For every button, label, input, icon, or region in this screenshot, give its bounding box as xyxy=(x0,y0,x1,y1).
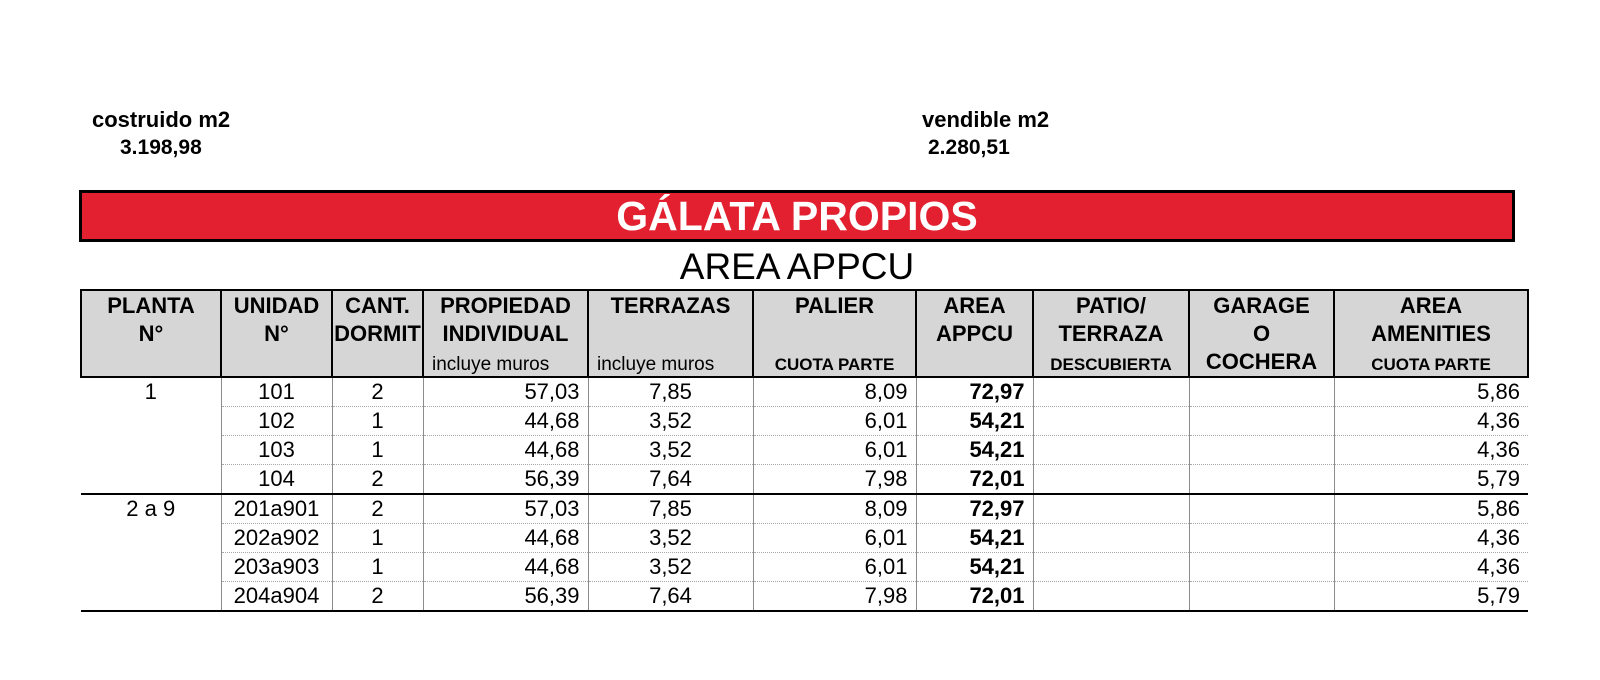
header-terrazas-note: incluye muros xyxy=(597,354,715,375)
cell-propiedad: 44,68 xyxy=(423,436,588,465)
cell-propiedad: 44,68 xyxy=(423,553,588,582)
cell-terrazas: 7,64 xyxy=(588,465,753,495)
cell-propiedad: 56,39 xyxy=(423,465,588,495)
cell-unidad: 203a903 xyxy=(221,553,332,582)
header-appcu xyxy=(916,290,1033,377)
header-propiedad-note: incluye muros xyxy=(432,354,550,375)
header-terrazas xyxy=(588,290,753,377)
cell-palier: 7,98 xyxy=(753,582,916,612)
cell-palier: 6,01 xyxy=(753,553,916,582)
header-appcu-label: AREA APPCU xyxy=(935,293,1013,346)
cell-dormit: 1 xyxy=(332,553,423,582)
cell-amenities: 4,36 xyxy=(1334,524,1528,553)
cell-terrazas: 3,52 xyxy=(588,436,753,465)
table-row xyxy=(81,407,1528,436)
header-patio xyxy=(1033,290,1189,377)
cell-terrazas: 3,52 xyxy=(588,553,753,582)
cell-terrazas: 7,85 xyxy=(588,494,753,524)
cell-terrazas: 7,64 xyxy=(588,582,753,612)
cell-appcu: 54,21 xyxy=(916,553,1033,582)
cell-dormit: 2 xyxy=(332,377,423,407)
header-palier-note: CUOTA PARTE xyxy=(774,355,895,374)
cell-garage xyxy=(1189,582,1334,612)
cell-appcu: 54,21 xyxy=(916,436,1033,465)
cell-dormit: 2 xyxy=(332,494,423,524)
cell-dormit: 2 xyxy=(332,582,423,612)
built-area-value: 3.198,98 xyxy=(120,136,202,159)
header-planta xyxy=(81,290,221,377)
cell-palier: 6,01 xyxy=(753,436,916,465)
cell-palier: 8,09 xyxy=(753,494,916,524)
header-garage-label: GARAGE O COCHERA xyxy=(1205,293,1318,374)
header-palier xyxy=(753,290,916,377)
cell-patio xyxy=(1033,494,1189,524)
cell-patio xyxy=(1033,377,1189,407)
cell-appcu: 54,21 xyxy=(916,407,1033,436)
cell-dormit: 2 xyxy=(332,465,423,495)
cell-garage xyxy=(1189,407,1334,436)
cell-amenities: 5,86 xyxy=(1334,494,1528,524)
header-propiedad xyxy=(423,290,588,377)
cell-garage xyxy=(1189,377,1334,407)
sellable-area-label: vendible m2 xyxy=(922,107,1050,132)
table-row xyxy=(81,582,1528,612)
cell-propiedad: 57,03 xyxy=(423,494,588,524)
cell-garage xyxy=(1189,465,1334,495)
cell-unidad: 201a901 xyxy=(221,494,332,524)
table-row xyxy=(81,494,1528,524)
cell-appcu: 72,01 xyxy=(916,582,1033,612)
header-patio-note: DESCUBIERTA xyxy=(1050,355,1172,374)
cell-terrazas: 3,52 xyxy=(588,524,753,553)
header-propiedad-label: PROPIEDAD INDIVIDUAL xyxy=(440,293,571,346)
table-row xyxy=(81,553,1528,582)
header-planta-label: PLANTA N° xyxy=(107,293,195,346)
cell-patio xyxy=(1033,553,1189,582)
header-dormit xyxy=(332,290,423,377)
header-palier-label: PALIER xyxy=(794,293,875,318)
cell-amenities: 4,36 xyxy=(1334,436,1528,465)
cell-patio xyxy=(1033,582,1189,612)
cell-palier: 6,01 xyxy=(753,524,916,553)
header-dormit-label: CANT. DORMIT xyxy=(334,293,421,346)
table-body xyxy=(81,377,1528,611)
header-unidad xyxy=(221,290,332,377)
cell-garage xyxy=(1189,494,1334,524)
cell-palier: 6,01 xyxy=(753,407,916,436)
cell-amenities: 5,79 xyxy=(1334,465,1528,495)
table-row xyxy=(81,465,1528,495)
cell-garage xyxy=(1189,524,1334,553)
cell-unidad: 204a904 xyxy=(221,582,332,612)
cell-amenities: 4,36 xyxy=(1334,553,1528,582)
cell-garage xyxy=(1189,436,1334,465)
cell-terrazas: 7,85 xyxy=(588,377,753,407)
cell-patio xyxy=(1033,407,1189,436)
cell-unidad: 202a902 xyxy=(221,524,332,553)
header-terrazas-label: TERRAZAS xyxy=(610,293,731,318)
cell-propiedad: 57,03 xyxy=(423,377,588,407)
cell-propiedad: 44,68 xyxy=(423,524,588,553)
cell-terrazas: 3,52 xyxy=(588,407,753,436)
cell-amenities: 4,36 xyxy=(1334,407,1528,436)
table-row xyxy=(81,524,1528,553)
built-area-label: costruido m2 xyxy=(92,107,231,132)
cell-planta: 1 xyxy=(81,377,221,494)
header-garage xyxy=(1189,290,1334,377)
cell-unidad: 103 xyxy=(221,436,332,465)
header-patio-label: PATIO/ TERRAZA xyxy=(1058,293,1164,346)
cell-appcu: 72,01 xyxy=(916,465,1033,495)
cell-appcu: 54,21 xyxy=(916,524,1033,553)
cell-appcu: 72,97 xyxy=(916,377,1033,407)
cell-propiedad: 56,39 xyxy=(423,582,588,612)
sellable-area-value: 2.280,51 xyxy=(928,136,1010,159)
cell-patio xyxy=(1033,524,1189,553)
cell-planta: 2 a 9 xyxy=(81,494,221,611)
header-amenities xyxy=(1334,290,1528,377)
cell-amenities: 5,86 xyxy=(1334,377,1528,407)
cell-dormit: 1 xyxy=(332,407,423,436)
cell-patio xyxy=(1033,465,1189,495)
header-amenities-note: CUOTA PARTE xyxy=(1371,355,1491,374)
cell-appcu: 72,97 xyxy=(916,494,1033,524)
area-table xyxy=(80,289,1529,612)
table-subtitle: AREA APPCU xyxy=(679,246,915,287)
cell-dormit: 1 xyxy=(332,524,423,553)
cell-unidad: 102 xyxy=(221,407,332,436)
cell-patio xyxy=(1033,436,1189,465)
cell-unidad: 101 xyxy=(221,377,332,407)
header-unidad-label: UNIDAD N° xyxy=(233,293,320,346)
cell-palier: 7,98 xyxy=(753,465,916,495)
table-row xyxy=(81,436,1528,465)
table-row xyxy=(81,377,1528,407)
cell-amenities: 5,79 xyxy=(1334,582,1528,612)
cell-dormit: 1 xyxy=(332,436,423,465)
cell-unidad: 104 xyxy=(221,465,332,495)
cell-propiedad: 44,68 xyxy=(423,407,588,436)
header-row xyxy=(81,290,1528,377)
header-amenities-label: AREA AMENITIES xyxy=(1371,293,1491,346)
cell-garage xyxy=(1189,553,1334,582)
cell-palier: 8,09 xyxy=(753,377,916,407)
title-banner: GÁLATA PROPIOS xyxy=(79,190,1515,242)
